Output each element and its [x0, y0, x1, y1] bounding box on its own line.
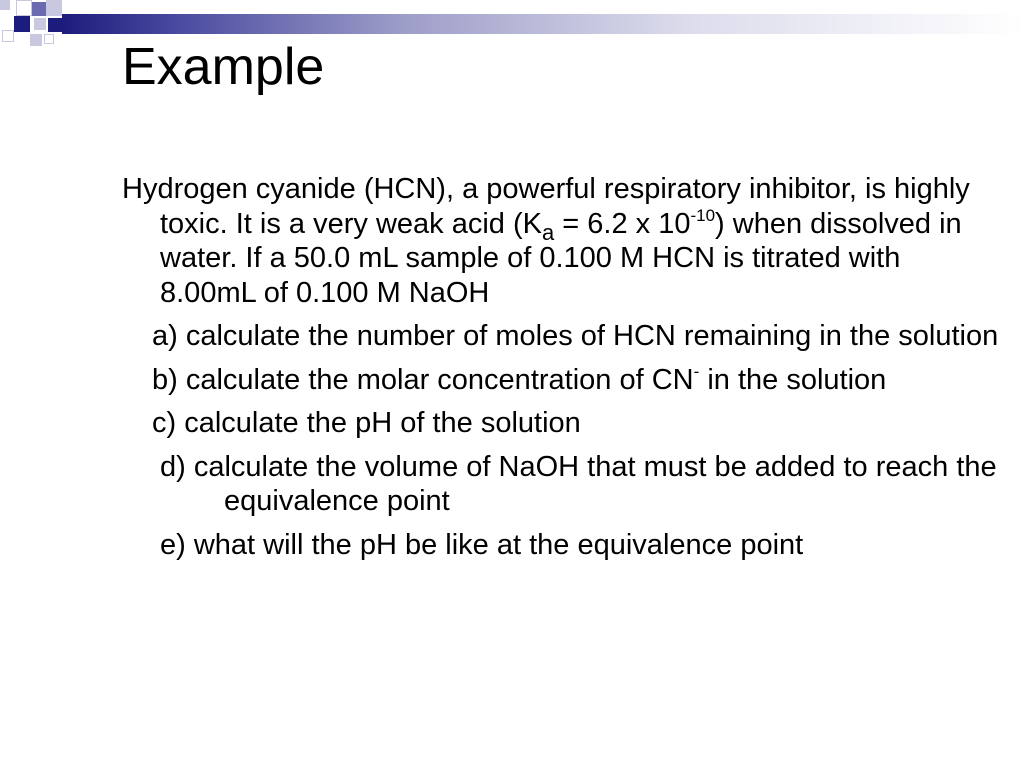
decor-square: [30, 34, 42, 46]
cn-charge-superscript: -: [693, 361, 700, 381]
question-part-b: [122, 363, 1002, 398]
ka-exponent: -10: [690, 205, 716, 225]
intro-text: Hydrogen cyanide (HCN), a powerful respiratory inhibitor, is highly toxic. It is a very weak acid (K: [122, 173, 970, 240]
ka-equals: = 6.2 x 10: [554, 207, 691, 240]
decor-square: [44, 34, 54, 44]
decor-square: [34, 18, 46, 30]
question-part-d: d) calculate the volume of NaOH that must be added to reach the equivalence point: [160, 450, 997, 517]
decor-square: [0, 0, 10, 10]
problem-statement: [122, 172, 1002, 310]
decor-square: [2, 30, 14, 42]
decor-square: [48, 18, 62, 32]
slide-title: Example: [122, 38, 325, 96]
header-decoration: [0, 0, 1024, 36]
question-part-e: e) what will the pH be like at the equivalence point: [160, 528, 804, 561]
intro-continuation: ) when dissolved in water. If a 50.0 mL sample of 0.100 M HCN is titrated with 8.00mL of 0.100 M NaOH: [160, 207, 962, 309]
decor-square: [46, 0, 62, 16]
slide-body: [122, 172, 1002, 562]
question-part-a: a) calculate the number of moles of HCN remaining in the solution: [152, 320, 999, 352]
ka-subscript: a: [541, 219, 555, 245]
decor-square: [16, 0, 32, 16]
decor-square: [32, 2, 46, 16]
part-b-continuation: in the solution: [699, 363, 887, 396]
header-gradient-bar: [62, 14, 1024, 34]
question-part-c: c) calculate the pH of the solution: [152, 407, 581, 439]
part-b-text: b) calculate the molar concentration of CN: [152, 363, 694, 396]
decor-square: [14, 16, 30, 32]
